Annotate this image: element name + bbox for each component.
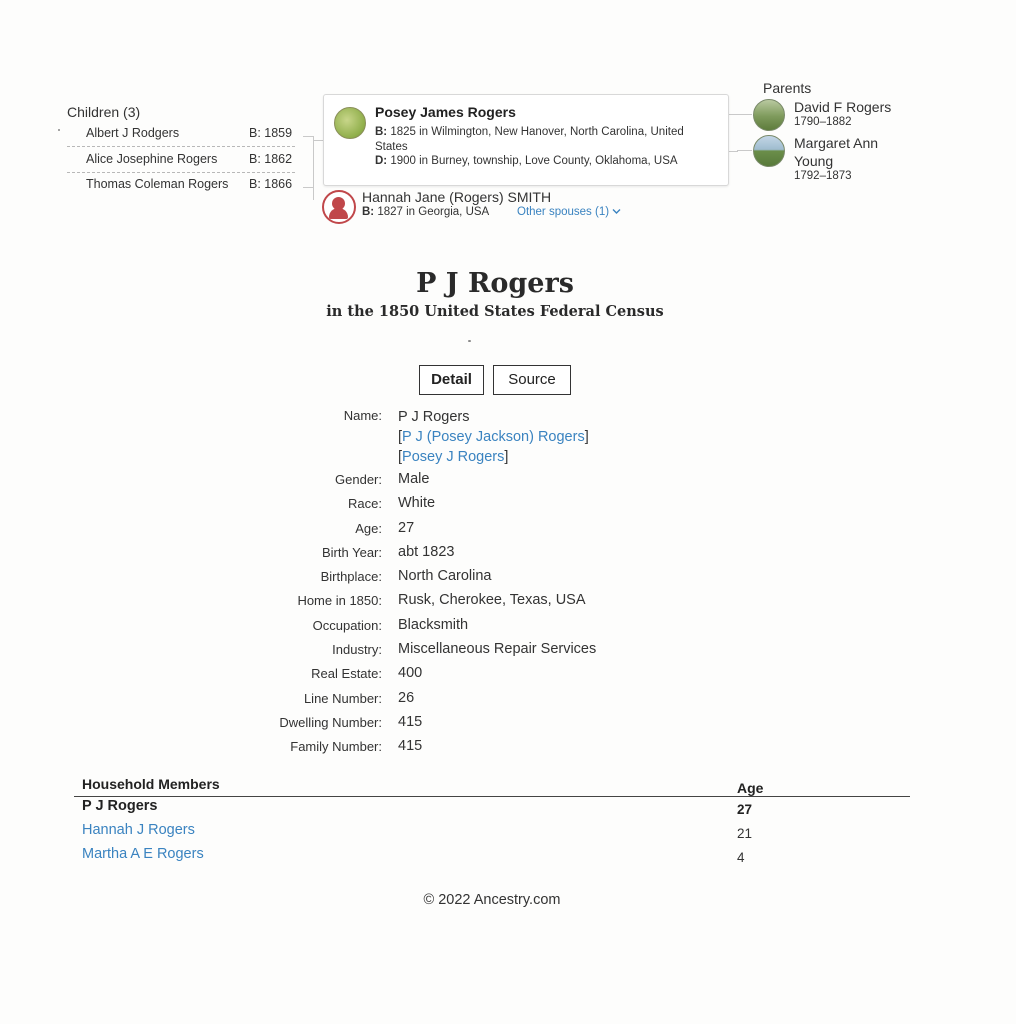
household-member-link[interactable]: Hannah J Rogers <box>82 822 195 838</box>
parent-name: Margaret Ann Young <box>794 135 879 169</box>
detail-fields <box>200 408 760 764</box>
tab-detail[interactable]: Detail <box>419 365 484 395</box>
child-row[interactable] <box>67 148 295 173</box>
household-member-age: 27 <box>737 802 753 817</box>
person-photo-avatar <box>334 107 366 139</box>
household-member-name: P J Rogers <box>82 798 158 814</box>
record-title: P J Rogers <box>416 268 574 299</box>
field-label: Birth Year: <box>322 544 382 560</box>
child-name: Albert J Rodgers <box>86 126 180 140</box>
parents-title: Parents <box>763 80 812 96</box>
birth-text: 1825 in Wilmington, New Hanover, North Carolina, United States <box>375 126 684 153</box>
field-value: 26 <box>398 689 415 706</box>
parent-photo-avatar[interactable] <box>753 99 785 131</box>
scan-speck <box>58 129 60 131</box>
field-value: North Carolina <box>398 568 492 585</box>
children-title: Children (3) <box>67 104 141 120</box>
tab-source[interactable]: Source <box>493 365 571 395</box>
field-value <box>398 407 589 467</box>
field-row <box>200 545 760 569</box>
focus-person-card[interactable] <box>323 94 729 186</box>
field-label: Age: <box>355 520 382 536</box>
parent-connector <box>737 150 752 151</box>
child-birth: B: 1859 <box>249 126 293 140</box>
name-value: P J Rogers <box>398 409 470 425</box>
parent-entry[interactable] <box>794 98 891 128</box>
parent-entry[interactable] <box>794 134 904 182</box>
field-row <box>200 496 760 520</box>
field-label: Line Number: <box>303 690 382 706</box>
field-value: White <box>398 495 436 512</box>
parent-name: David F Rogers <box>794 99 892 115</box>
field-name <box>200 408 760 472</box>
field-label: Real Estate: <box>311 666 382 682</box>
alt-name-link[interactable]: P J (Posey Jackson) Rogers <box>402 429 585 445</box>
other-spouses-link[interactable] <box>517 206 621 218</box>
parent-years: 1792–1873 <box>794 170 852 182</box>
field-row <box>200 521 760 545</box>
child-name: Thomas Coleman Rogers <box>86 177 229 191</box>
field-label: Gender: <box>335 472 382 487</box>
scan-speck <box>468 340 471 342</box>
field-value: Rusk, Cherokee, Texas, USA <box>398 592 586 609</box>
birth-label: B: <box>362 206 375 218</box>
female-avatar-icon[interactable] <box>322 190 356 224</box>
parent-years: 1790–1882 <box>794 116 852 128</box>
focus-person-birth <box>375 125 715 155</box>
field-label: Industry: <box>332 642 382 658</box>
field-row <box>200 715 760 739</box>
focus-person-name: Posey James Rogers <box>375 104 516 120</box>
field-row <box>200 472 760 496</box>
spouse-birth <box>362 206 489 218</box>
household-members-header: Household Members <box>82 776 220 792</box>
field-value: 415 <box>398 713 423 730</box>
field-label: Name: <box>343 408 382 423</box>
field-value: 400 <box>398 665 423 682</box>
field-row <box>200 618 760 642</box>
child-name: Alice Josephine Rogers <box>86 152 218 166</box>
child-row[interactable] <box>67 173 295 197</box>
field-row <box>200 739 760 763</box>
chevron-down-icon <box>612 208 621 215</box>
field-value: Male <box>398 471 430 487</box>
spouse-connector <box>313 184 314 200</box>
household-member-link[interactable]: Martha A E Rogers <box>82 846 204 862</box>
field-label: Race: <box>348 496 382 512</box>
child-birth: B: 1866 <box>249 177 293 191</box>
field-row <box>200 691 760 715</box>
field-row <box>200 642 760 666</box>
focus-person-death <box>375 155 678 167</box>
alt-name: [Posey J Rogers] <box>398 449 509 465</box>
field-value: Miscellaneous Repair Services <box>398 641 597 658</box>
alt-name-link[interactable]: Posey J Rogers <box>402 449 505 465</box>
field-label: Birthplace: <box>320 569 382 585</box>
household-member-age: 4 <box>737 850 745 865</box>
birth-label: B: <box>375 126 388 138</box>
child-row[interactable] <box>67 122 295 147</box>
parent-photo-avatar[interactable] <box>753 135 785 167</box>
field-value: 27 <box>398 519 415 536</box>
death-text: 1900 in Burney, township, Love County, Oklahoma, USA <box>390 155 678 167</box>
record-subtitle: in the 1850 United States Federal Census <box>326 303 664 320</box>
household-divider <box>74 796 910 797</box>
field-label: Dwelling Number: <box>279 714 382 730</box>
parent-connector <box>737 114 752 115</box>
household-member-age: 21 <box>737 826 753 841</box>
focus-connector <box>313 140 323 141</box>
birth-text: 1827 in Georgia, USA <box>377 206 490 218</box>
alt-name: [P J (Posey Jackson) Rogers] <box>398 429 589 445</box>
field-value: Blacksmith <box>398 616 469 633</box>
field-row <box>200 569 760 593</box>
children-connector <box>303 136 314 188</box>
field-label: Home in 1850: <box>297 593 382 609</box>
field-row <box>200 593 760 617</box>
copyright-footer: © 2022 Ancestry.com <box>423 892 561 908</box>
field-label: Occupation: <box>312 617 382 633</box>
field-row <box>200 666 760 690</box>
field-value: 415 <box>398 738 423 755</box>
other-spouses-label: Other spouses (1) <box>517 206 610 218</box>
child-birth: B: 1862 <box>249 152 293 166</box>
household-age-header: Age <box>737 780 764 796</box>
field-label: Family Number: <box>290 739 382 755</box>
death-label: D: <box>375 155 388 167</box>
spouse-name[interactable]: Hannah Jane (Rogers) SMITH <box>362 189 552 205</box>
field-value: abt 1823 <box>398 543 455 560</box>
